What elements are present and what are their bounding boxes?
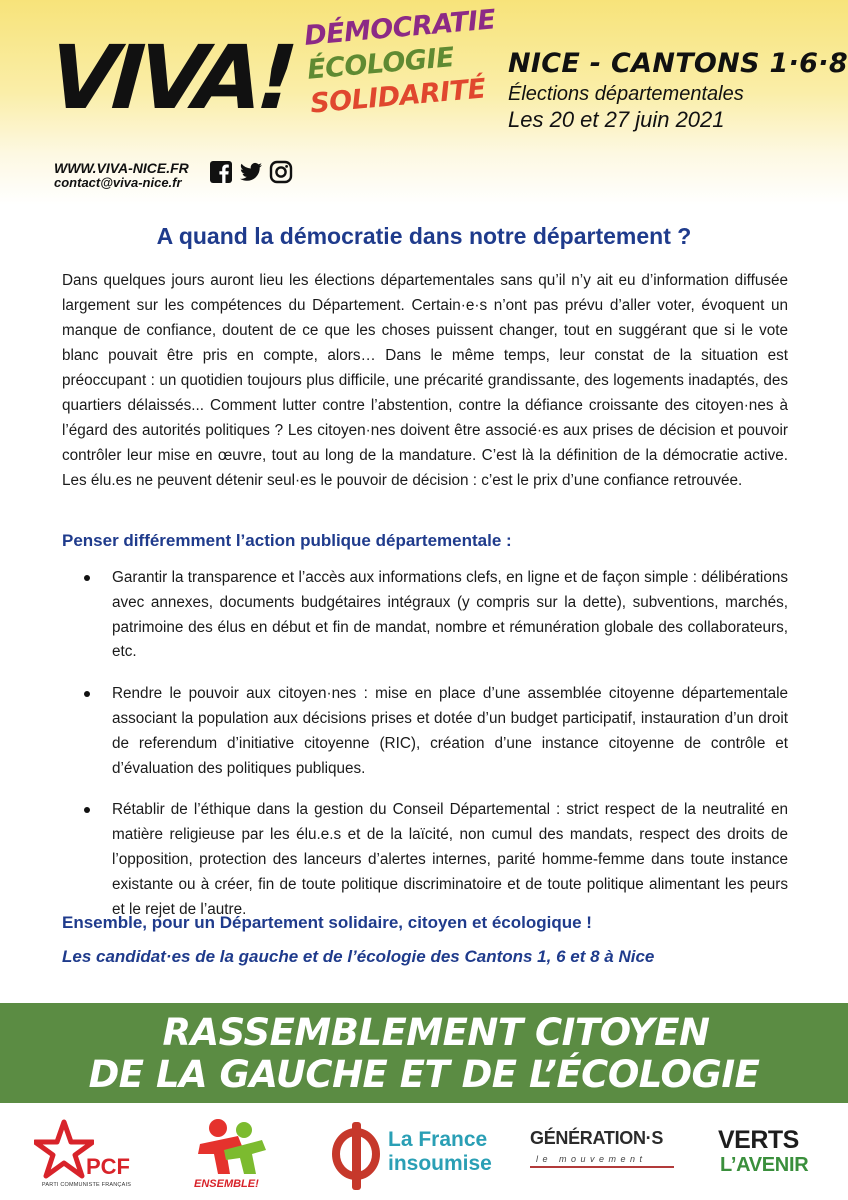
star-icon xyxy=(34,1118,94,1180)
election-dates: Les 20 et 27 juin 2021 xyxy=(508,107,725,132)
list-item xyxy=(84,682,788,781)
phi-icon xyxy=(330,1120,386,1192)
list-item-text: Rétablir de l’éthique dans la gestion du Conseil Départemental : strict respect de la neutralité en matière religieuse par les élu.e.s et de la laïcité, non cumul des mandats, respect des droits de l’opposition, protection des lanceurs d’alertes internes, parité homme-femme dans toute instance existante ou à créer, fin de toute politique discriminatoire et de toute politique alimentant les peurs et le rejet de l’autre. xyxy=(112,801,788,918)
generations-name: GÉNÉRATION·S xyxy=(530,1128,664,1148)
proposal-list xyxy=(84,566,788,939)
ensemble-logo xyxy=(190,1114,275,1196)
slogan-ecologie: ÉCOLOGIE xyxy=(306,42,456,86)
list-item-text: Garantir la transparence et l’accès aux informations clefs, en ligne et de façon simple : délibérations avec annexes, documents budgétaires intégraux (y compris sur la dette), subventions, marchés, patrimoine des élus en début et fin de mandat, nombre et rémunération globale des collaborateurs, etc. xyxy=(112,569,788,661)
closing-statement: Ensemble, pour un Département solidaire, citoyen et écologique ! xyxy=(62,913,592,932)
generations-rule xyxy=(530,1166,674,1168)
generations-subtitle: le mouvement xyxy=(536,1154,647,1164)
place-title: NICE - CANTONS 1·6·8 xyxy=(508,48,848,79)
lfi-logo xyxy=(330,1120,500,1192)
slogan-democratie: DÉMOCRATIE xyxy=(303,4,497,52)
lfi-line-1: La France xyxy=(388,1128,488,1151)
election-info xyxy=(508,48,848,133)
header-band xyxy=(0,0,848,205)
bullet-dot xyxy=(84,575,90,581)
rassemblement-banner xyxy=(0,1003,848,1103)
bullet-dot xyxy=(84,807,90,813)
pcf-logo xyxy=(34,1118,139,1196)
pcf-name: PCF xyxy=(86,1154,130,1179)
page-title: A quand la démocratie dans notre département ? xyxy=(156,223,692,249)
list-item xyxy=(84,798,788,922)
generations-logo xyxy=(530,1128,680,1178)
pcf-subtitle: PARTI COMMUNISTE FRANÇAIS xyxy=(41,1182,132,1188)
figures-icon xyxy=(190,1114,275,1178)
instagram-icon[interactable] xyxy=(269,160,293,184)
bullet-dot xyxy=(84,691,90,697)
email-link[interactable]: contact@viva-nice.fr xyxy=(54,175,182,190)
signature-line: Les candidat·es de la gauche et de l’écologie des Cantons 1, 6 et 8 à Nice xyxy=(62,947,655,966)
party-logos xyxy=(0,1110,848,1200)
verts-line-1: VERTS xyxy=(718,1126,799,1154)
website-link[interactable]: WWW.VIVA-NICE.FR xyxy=(54,160,189,176)
list-item xyxy=(84,566,788,665)
viva-logo-word: VIVA! xyxy=(46,26,295,129)
facebook-icon[interactable] xyxy=(209,160,233,184)
twitter-icon[interactable] xyxy=(239,160,263,184)
slogan-block xyxy=(303,3,503,121)
verts-line-2: L’AVENIR xyxy=(720,1154,809,1176)
slogan-solidarite: SOLIDARITÉ xyxy=(309,73,487,120)
election-label: Élections départementales xyxy=(508,83,744,105)
section-heading: Penser différemment l’action publique départementale : xyxy=(62,531,512,550)
banner-line-2: DE LA GAUCHE ET DE L’ÉCOLOGIE xyxy=(88,1053,760,1096)
list-item-text: Rendre le pouvoir aux citoyen·nes : mise en place d’une assemblée citoyenne départementale associant la population aux décisions prises et dotée d’un budget participatif, instauration d’un droit de referendum d’initiative citoyenne (RIC), création d’une instance citoyenne de contrôle et d’évaluation des politiques publiques. xyxy=(112,685,788,777)
intro-paragraph: Dans quelques jours auront lieu les élections départementales sans qu’il n’y ait eu d’information diffusée largement sur les compétences du Département. Certain·e·s n’ont pas prévu d’aller voter, évoquent un manque de confiance, doutent de ce que les choses puissent changer, tout en suggérant que si le vote blanc pouvait être pris en compte, alors… Dans le même temps, leur constat de la situation est préoccupant : un quotidien toujours plus difficile, une précarité grandissante, des logements inadaptés, des quartiers délaissés... Comment lutter contre l’abstention, contre la défiance croissante des citoyen·nes à l’égard des autorités politiques ? Les citoyen·nes doivent être associé·es aux prises de décision et pouvoir contrôler leur mise en œuvre, tout au long de la mandature. C’est là la définition de la démocratie active. Les élu.es ne peuvent détenir seul·es le pouvoir de décision : c’est le prix d’une confiance retrouvée. xyxy=(62,272,788,489)
banner-line-1: RASSEMBLEMENT CITOYEN xyxy=(162,1011,710,1054)
contact-block xyxy=(54,160,189,190)
lfi-line-2: insoumise xyxy=(388,1152,492,1175)
verts-logo xyxy=(718,1126,828,1186)
ensemble-name: ENSEMBLE! xyxy=(194,1178,259,1190)
social-icons xyxy=(209,160,293,184)
